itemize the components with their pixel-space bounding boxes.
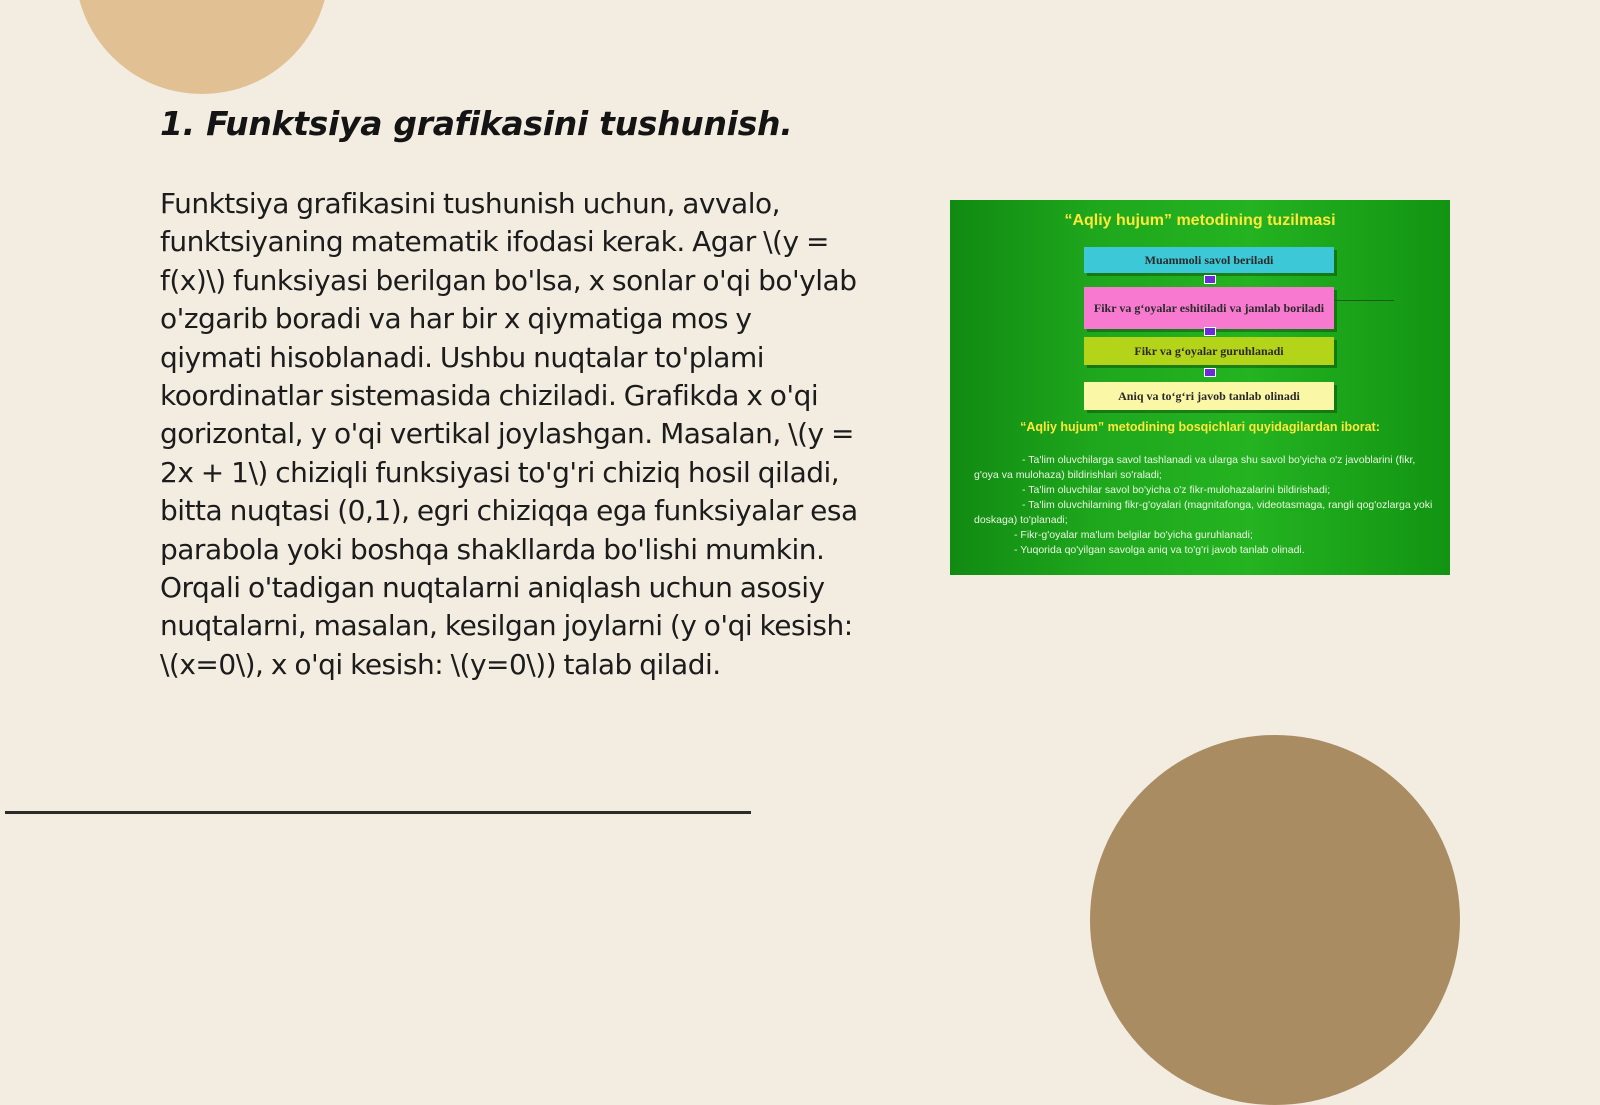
diagram-list-item: - Ta'lim oluvchilarga savol tashlanadi va ularga shu savol bo'yicha o'z javoblarini (fikr, g'oya va mulohaza) bildirishlari so'raladi; bbox=[974, 454, 1416, 481]
aqliy-hujum-diagram-image bbox=[950, 200, 1450, 575]
diagram-subtitle: “Aqliy hujum” metodining bosqichlari quyidagilardan iborat: bbox=[1020, 420, 1380, 434]
slide-title: 1. Funktsiya grafikasini tushunish. bbox=[160, 104, 793, 143]
diagram-list-item: - Ta'lim oluvchilarning fikr-g'oyalari (magnitafonga, videotasmaga, rangli qog'ozlarga yoki doskaga) to'planadi; bbox=[974, 499, 1433, 526]
diagram-list-item: - Ta'lim oluvchilar savol bo'yicha o'z fikr-mulohazalarini bildirishadi; bbox=[1022, 484, 1331, 496]
diagram-step-4: Aniq va to‘g‘ri javob tanlab olinadi bbox=[1084, 382, 1334, 410]
diagram-step-list bbox=[974, 453, 1436, 558]
diagram-list-item: - Fikr-g'oyalar ma'lum belgilar bo'yicha guruhlanadi; bbox=[1014, 529, 1253, 541]
diagram-title: “Aqliy hujum” metodining tuzilmasi bbox=[1064, 212, 1336, 229]
diagram-list-item: - Yuqorida qo'yilgan savolga aniq va to'g'ri javob tanlab olinadi. bbox=[1014, 544, 1305, 556]
diagram-step-1: Muammoli savol beriladi bbox=[1084, 247, 1334, 273]
diagram-connector-line bbox=[1334, 300, 1394, 301]
decorative-circle-top bbox=[75, 0, 329, 94]
horizontal-divider bbox=[5, 811, 751, 814]
diagram-step-3: Fikr va g‘oyalar guruhlanadi bbox=[1084, 337, 1334, 365]
diagram-arrow-3 bbox=[1204, 368, 1216, 377]
slide-body-text: Funktsiya grafikasini tushunish uchun, avvalo, funktsiyaning matematik ifodasi kerak. Agar \(y = f(x)\) funksiyasi berilgan bo'lsa, x sonlar o'qi bo'ylab o'zgarib boradi va har bir x qiymatiga mos y qiymati hisoblanadi. Ushbu nuqtalar to'plami koordinatlar sistemasida chiziladi. Grafikda x o'qi gorizontal, y o'qi vertikal joylashgan. Masalan, \(y = 2x + 1\) chiziqli funksiyasi to'g'ri chiziq hosil qiladi, bitta nuqtasi (0,1), egri chiziqqa ega funksiyalar esa parabola yoki boshqa shakllarda bo'lishi mumkin. Orqali o'tadigan nuqtalarni aniqlash uchun asosiy nuqtalarni, masalan, kesilgan joylarni (y o'qi kesish: \(x=0\), x o'qi kesish: \(y=0\)) talab qiladi. bbox=[160, 187, 858, 681]
diagram-arrow-2 bbox=[1204, 327, 1216, 336]
diagram-step-2: Fikr va g‘oyalar eshitiladi va jamlab boriladi bbox=[1084, 287, 1334, 329]
diagram-arrow-1 bbox=[1204, 275, 1216, 284]
decorative-circle-bottom bbox=[1090, 735, 1460, 1105]
